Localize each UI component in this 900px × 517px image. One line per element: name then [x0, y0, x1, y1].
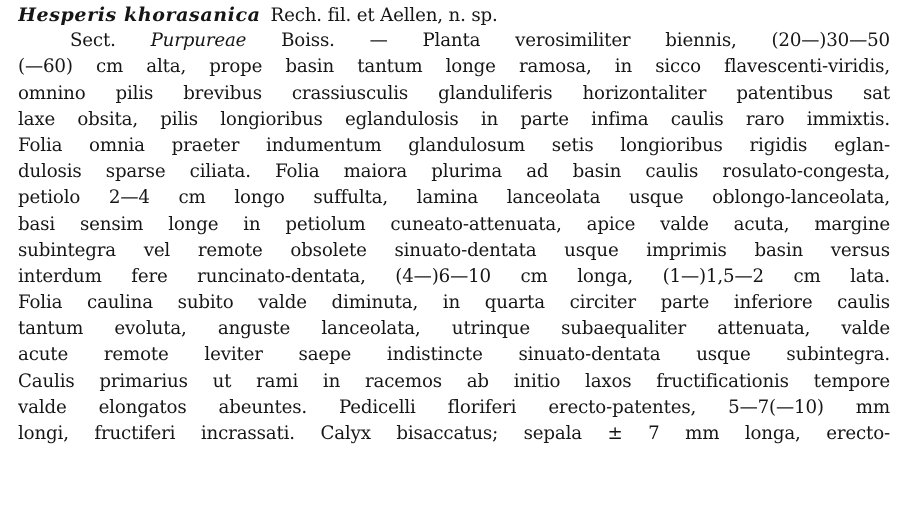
description-line: acute remote leviter saepe indistincte sinuato-dentata usque subintegra. — [18, 344, 890, 366]
description-line: longi, fructiferi incrassati. Calyx bisaccatus; sepala ± 7 mm longa, erecto- — [18, 423, 890, 444]
species-name: Hesperis khorasanica — [18, 4, 261, 26]
description-line: Folia omnia praeter indumentum glandulosum setis longioribus rigidis eglan- — [18, 134, 890, 156]
description-line: tantum evoluta, anguste lanceolata, utrinque subaequaliter attenuata, valde — [18, 318, 890, 340]
description-line: subintegra vel remote obsolete sinuato-dentata usque imprimis basin versus — [18, 239, 890, 261]
description-line: Caulis primarius ut rami in racemos ab initio laxos fructificationis tempore — [18, 370, 890, 392]
description-line: Folia caulina subito valde diminuta, in quarta circiter parte inferiore caulis — [18, 292, 890, 314]
description-line: petiolo 2—4 cm longo suffulta, lamina lanceolata usque oblongo-lanceolata, — [18, 187, 890, 209]
description-line: basi sensim longe in petiolum cuneato-attenuata, apice valde acuta, margine — [18, 213, 890, 235]
description-text: Planta verosimiliter biennis, (20—)30—50 — [422, 30, 890, 52]
section-prefix: Sect. — [70, 30, 116, 52]
description-line: valde elongatos abeuntes. Pedicelli floriferi erecto-patentes, 5—7(—10) mm — [18, 396, 890, 418]
section-author: Boiss. — [281, 30, 335, 52]
description-line: omnino pilis brevibus crassiusculis glanduliferis horizontaliter patentibus sat — [18, 82, 890, 104]
description-line: laxe obsita, pilis longioribus eglandulosis in parte infima caulis raro immixtis. — [18, 108, 890, 130]
section-dash: — — [369, 30, 388, 52]
species-authors: Rech. fil. et Aellen, n. sp. — [270, 5, 498, 26]
description-line: dulosis sparse ciliata. Folia maiora plurima ad basin caulis rosulato-congesta, — [18, 161, 890, 183]
description-line-1 — [18, 28, 890, 54]
description-line: interdum fere runcinato-dentata, (4—)6—10 cm longa, (1—)1,5—2 cm lata. — [18, 265, 890, 287]
section-name: Purpureae — [150, 30, 247, 52]
text-page — [18, 2, 890, 447]
species-heading — [18, 2, 890, 28]
description-line: (—60) cm alta, prope basin tantum longe ramosa, in sicco flavescenti-viridis, — [18, 56, 890, 78]
